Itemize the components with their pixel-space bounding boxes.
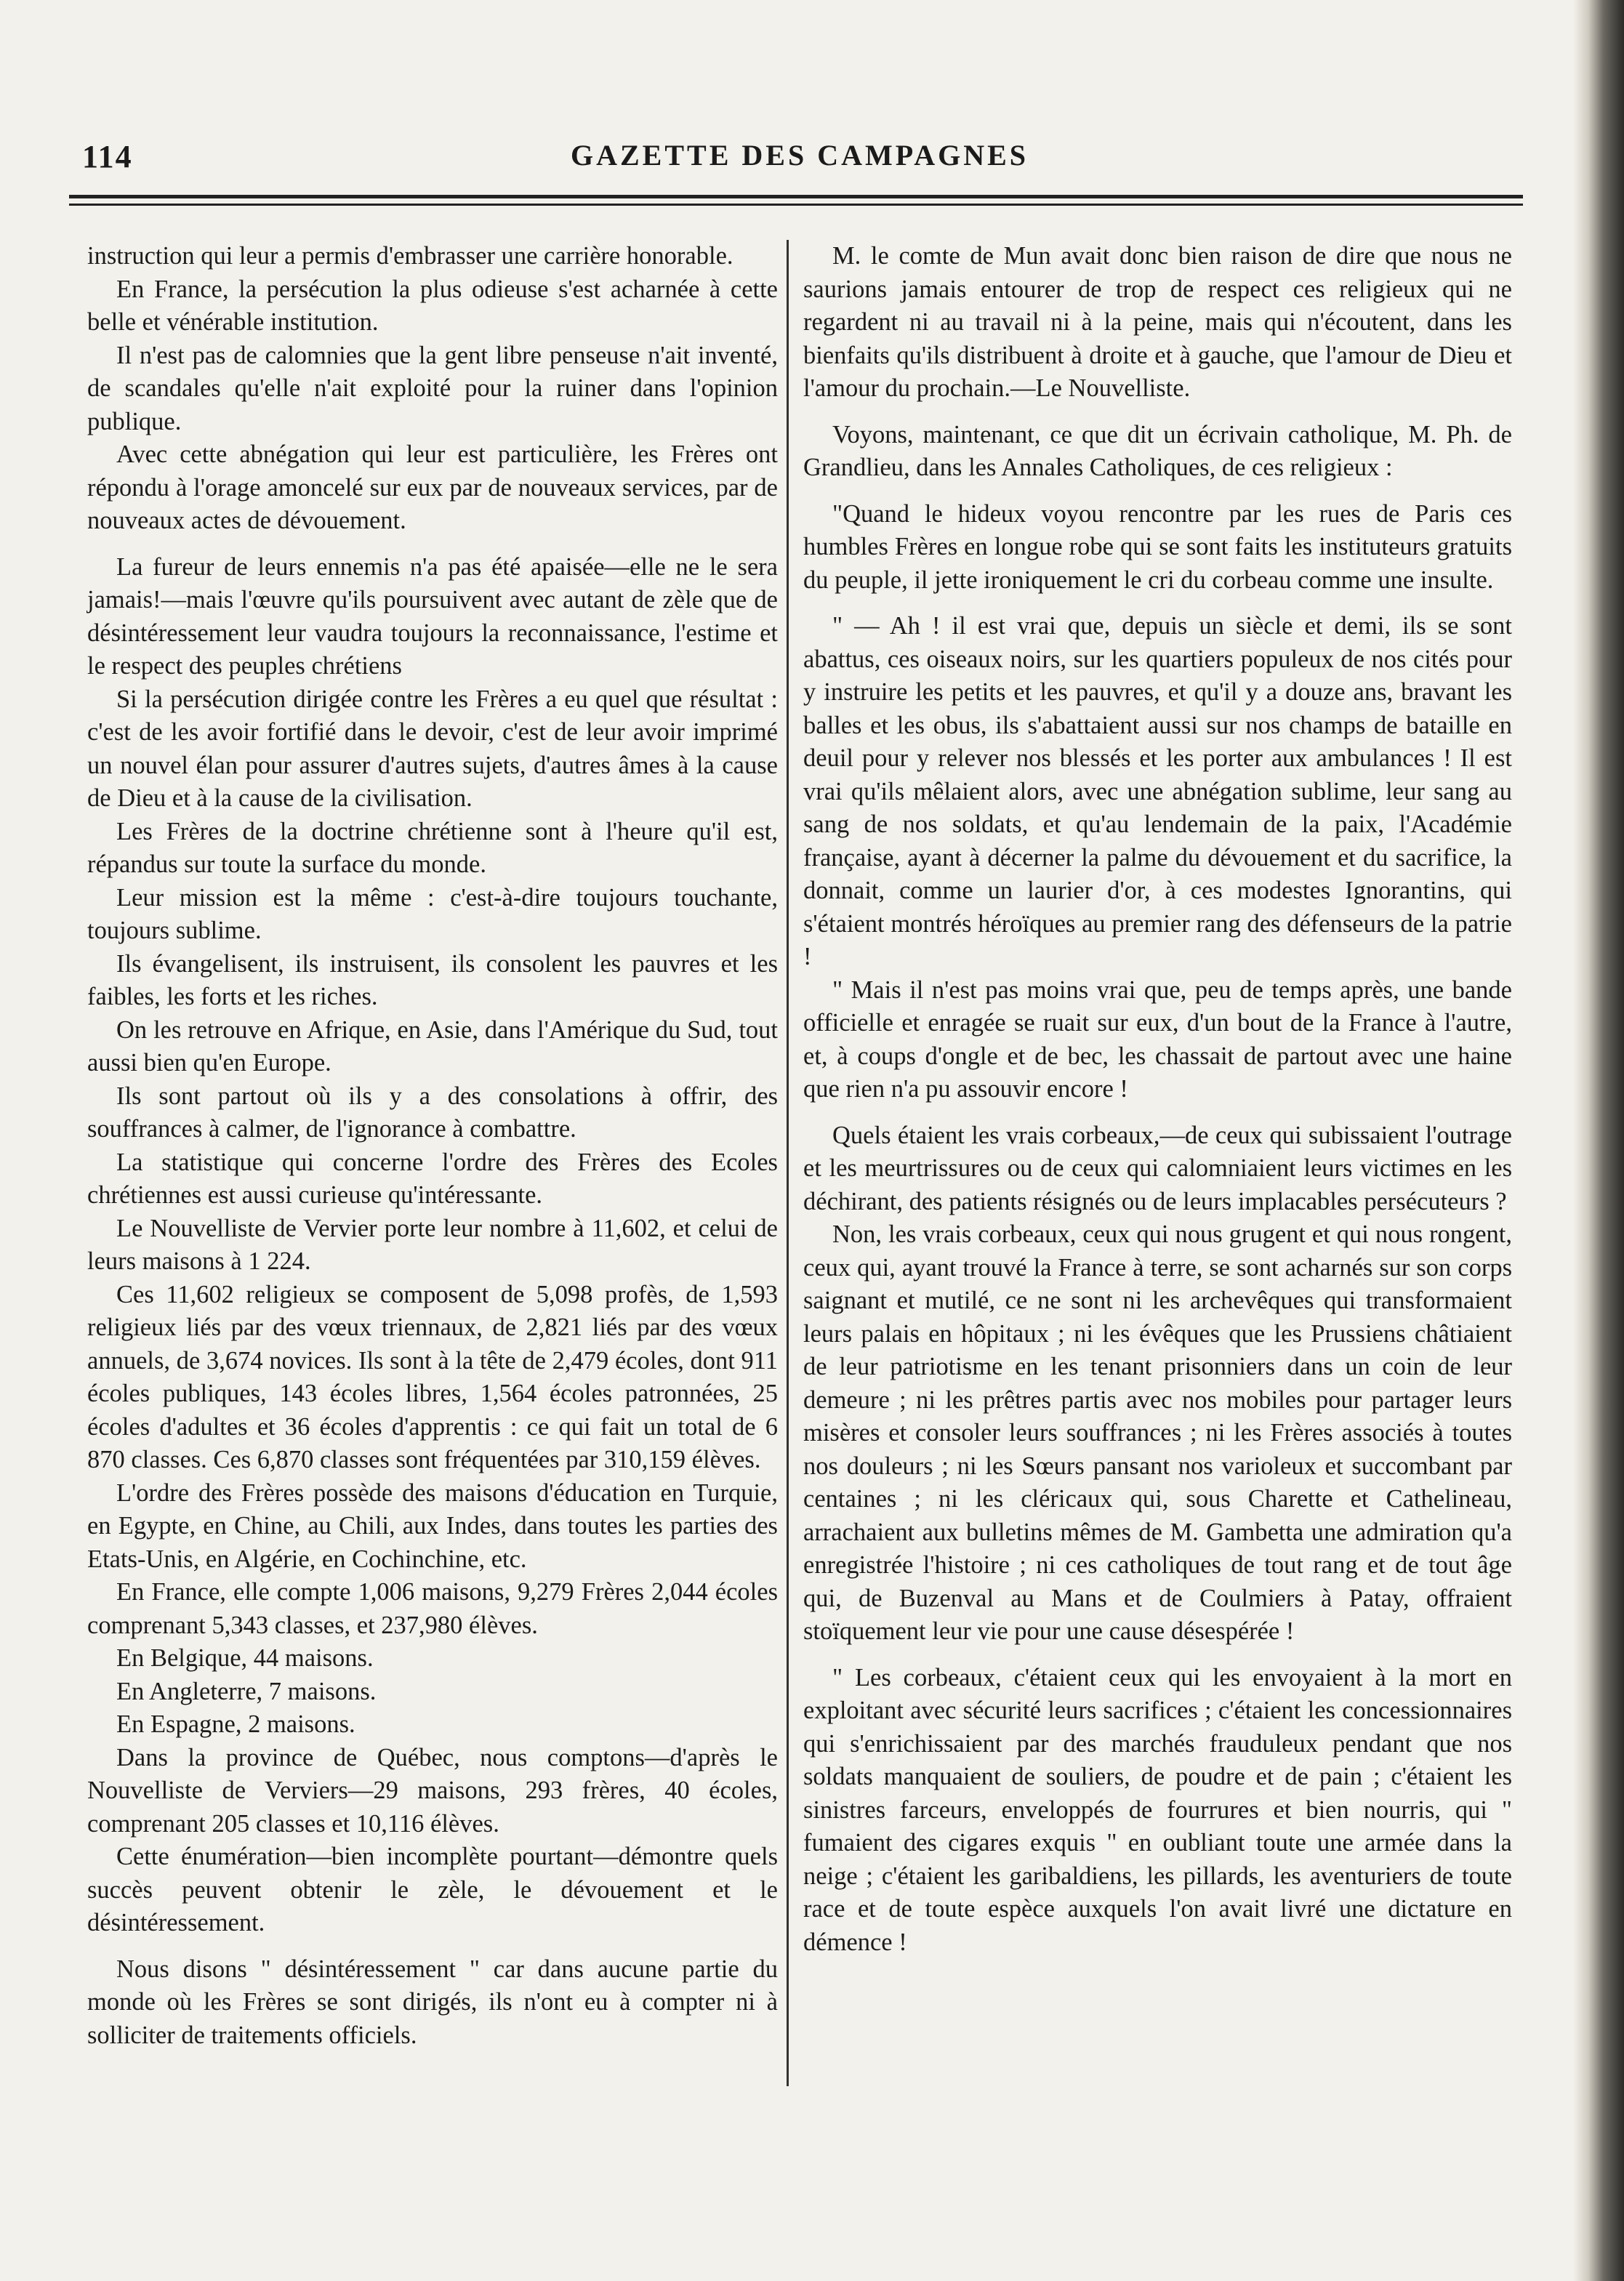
paragraph: Nous disons " désintéressement " car dans aucune partie du monde où les Frères se sont dirigés, ils n'ont eu à compter ni à solliciter de traitements officiels. <box>87 1955 778 2049</box>
paragraph: En France, la persécution la plus odieuse s'est acharnée à cette belle et vénérable institution. <box>87 275 778 336</box>
right-column <box>803 240 1512 1959</box>
paragraph: La statistique qui concerne l'ordre des Frères des Ecoles chrétiennes est aussi curieuse qu'intéressante. <box>87 1148 778 1209</box>
paragraph: L'ordre des Frères possède des maisons d'éducation en Turquie, en Egypte, en Chine, au Chili, aux Indes, dans toutes les parties des Etats-Unis, en Algérie, en Cochinchine, etc. <box>87 1479 778 1573</box>
paragraph: Non, les vrais corbeaux, ceux qui nous grugent et qui nous rongent, ceux qui, ayant trouvé la France à terre, se sont acharnés sur son corps saignant et mutilé, ce ne sont ni les archevêques qui transformaient leurs palais en hôpitaux ; ni les évêques que les Prussiens châtiaient de leur patriotisme en les tenant prisonniers dans un coin de leur demeure ; ni les prêtres partis avec nos mobiles pour partager leurs misères et consoler leurs souffrances ; ni les Frères associés à toutes nos douleurs ; ni les Sœurs pansant nos varioleux et succombant par centaines ; ni les cléricaux qui, sous Charette et Cathelineau, arrachaient aux bulletins mêmes de M. Gambetta une admiration qu'a enregistrée l'histoire ; ni ces catholiques de tout rang et de tout âge qui, de Buzenval au Mans et de Coulmiers à Patay, offraient stoïquement leur vie pour une cause désespérée ! <box>803 1220 1512 1645</box>
paragraph: Le Nouvelliste de Vervier porte leur nombre à 11,602, et celui de leurs maisons à 1 224. <box>87 1214 778 1275</box>
header-rule-thick <box>69 195 1523 198</box>
paragraph: En Espagne, 2 maisons. <box>116 1710 355 1738</box>
paragraph: Leur mission est la même : c'est-à-dire toujours touchante, toujours sublime. <box>87 883 778 944</box>
paragraph: En Belgique, 44 maisons. <box>116 1644 374 1672</box>
paragraph: " — Ah ! il est vrai que, depuis un siècle et demi, ils se sont abattus, ces oiseaux noirs, sur les quartiers populeux de nos cités pour y instruire les petits et les pauvres, et qu'il y a douze ans, bravant les balles et les obus, ils s'abattaient aussi sur nos champs de bataille en deuil pour y relever nos blessés et les porter aux ambulances ! Il est vrai qu'ils mêlaient alors, avec une abnégation sublime, leur sang au sang de nos soldats, et qu'au lendemain de la paix, l'Académie française, ayant à décerner la palme du dévouement et du sacrifice, la donnait, comme un laurier d'or, à ces modestes Ignorantins, qui s'étaient montrés héroïques au premier rang des défenseurs de la patrie ! <box>803 612 1512 970</box>
header-rule-thin <box>69 204 1523 206</box>
column-divider <box>787 240 789 2086</box>
page-edge-shadow <box>1573 0 1624 2281</box>
paragraph: "Quand le hideux voyou rencontre par les rues de Paris ces humbles Frères en longue robe qui se sont faits les instituteurs gratuits du peuple, il jette ironiquement le cri du corbeau comme une insulte. <box>803 499 1512 594</box>
paragraph: En France, elle compte 1,006 maisons, 9,279 Frères 2,044 écoles comprenant 5,343 classes, et 237,980 élèves. <box>87 1578 778 1639</box>
page-header <box>69 138 1530 182</box>
paragraph: Cette énumération—bien incomplète pourtant—démontre quels succès peuvent obtenir le zèle, le dévouement et le désintéressement. <box>87 1843 778 1936</box>
paragraph: Ils évangelisent, ils instruisent, ils consolent les pauvres et les faibles, les forts et les riches. <box>87 949 778 1010</box>
paragraph: instruction qui leur a permis d'embrasser une carrière honorable. <box>87 242 733 270</box>
left-column <box>87 240 778 2052</box>
publication-title: GAZETTE DES CAMPAGNES <box>570 139 1029 172</box>
paragraph: Ils sont partout où ils y a des consolations à offrir, des souffrances à calmer, de l'ignorance à combattre. <box>87 1082 778 1143</box>
paragraph: En Angleterre, 7 maisons. <box>116 1677 377 1705</box>
paragraph: " Mais il n'est pas moins vrai que, peu de temps après, une bande officielle et enragée se ruait sur eux, d'un bout de la France à l'autre, et, à coups d'ongle et de bec, les chassait de partout avec une haine que rien n'a pu assouvir encore ! <box>803 975 1512 1103</box>
paragraph: Quels étaient les vrais corbeaux,—de ceux qui subissaient l'outrage et les meurtrissures ou de ceux qui calomniaient leurs victimes en les déchirant, des patients résignés ou de leurs implacables persécuteurs ? <box>803 1121 1512 1215</box>
paragraph: Dans la province de Québec, nous comptons—d'après le Nouvelliste de Verviers—29 maisons, 293 frères, 40 écoles, comprenant 205 classes et 10,116 élèves. <box>87 1743 778 1838</box>
paragraph: Voyons, maintenant, ce que dit un écrivain catholique, M. Ph. de Grandlieu, dans les Annales Catholiques, de ces religieux : <box>803 420 1512 481</box>
paragraph: On les retrouve en Afrique, en Asie, dans l'Amérique du Sud, tout aussi bien qu'en Europe. <box>87 1015 778 1077</box>
paragraph: Si la persécution dirigée contre les Frères a eu quel que résultat : c'est de les avoir fortifié dans le devoir, c'est de leur avoir imprimé un nouvel élan pour assurer d'autres sujets, d'autres âmes à la cause de Dieu et à la cause de la civilisation. <box>87 685 778 812</box>
paragraph: Il n'est pas de calomnies que la gent libre penseuse n'ait inventé, de scandales qu'elle n'ait exploité pour la ruiner dans l'opinion publique. <box>87 341 778 435</box>
paragraph: Ces 11,602 religieux se composent de 5,098 profès, de 1,593 religieux liés par des vœux triennaux, de 2,821 liés par des vœux annuels, de 3,674 novices. Ils sont à la tête de 2,479 écoles, dont 911 écoles publiques, 143 écoles libres, 1,564 écoles patronnées, 25 écoles d'adultes et 36 écoles d'apprentis : ce qui fait un total de 6 870 classes. Ces 6,870 classes sont fréquentées par 310,159 élèves. <box>87 1280 778 1473</box>
page-number: 114 <box>82 139 133 174</box>
paragraph: Les Frères de la doctrine chrétienne sont à l'heure qu'il est, répandus sur toute la surface du monde. <box>87 817 778 878</box>
paragraph: Avec cette abnégation qui leur est particulière, les Frères ont répondu à l'orage amoncelé sur eux par de nouveaux services, par de nouveaux actes de dévouement. <box>87 440 778 534</box>
paragraph: " Les corbeaux, c'étaient ceux qui les envoyaient à la mort en exploitant avec sécurité leurs sacrifices ; c'étaient les concessionnaires qui s'enrichissaient par des marchés frauduleux pendant que nos soldats manquaient de souliers, de poudre et de pain ; c'étaient les sinistres farceurs, enveloppés de fourrures et bien nourris, qui " fumaient des cigares exquis " en oubliant toute une armée dans la neige ; c'étaient les garibaldiens, les pillards, les aventuriers de toute race et de toute espèce auxquels l'on avait livré une dictature en démence ! <box>803 1663 1512 1956</box>
paragraph: M. le comte de Mun avait donc bien raison de dire que nous ne saurions jamais entourer de trop de respect ces religieux qui ne regardent ni au travail ni à la peine, mais qui n'écoutent, dans les bienfaits qu'ils distribuent à droite et à gauche, que l'amour de Dieu et l'amour du prochain.—Le Nouvelliste. <box>803 242 1512 402</box>
paragraph: La fureur de leurs ennemis n'a pas été apaisée—elle ne le sera jamais!—mais l'œuvre qu'ils poursuivent avec autant de zèle que de désintéressement leur vaudra toujours la reconnaissance, l'estime et le respect des peuples chrétiens <box>87 552 778 680</box>
